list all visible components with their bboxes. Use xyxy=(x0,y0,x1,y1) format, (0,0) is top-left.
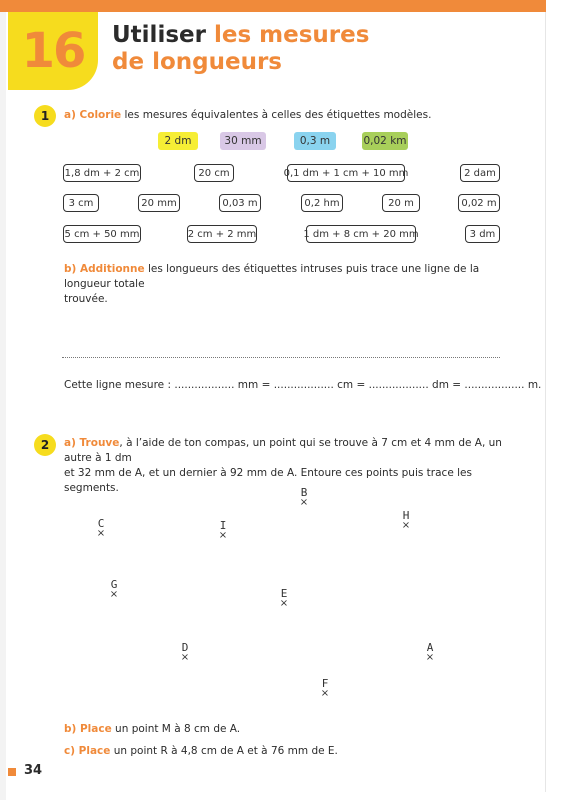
exercise-2b-instruction xyxy=(64,722,240,737)
point-label: D xyxy=(181,641,189,654)
length-tag[interactable]: 2 dam xyxy=(460,164,500,182)
exercise-2a-instruction xyxy=(64,436,514,499)
exercise-1a-instruction xyxy=(64,108,431,123)
cross-mark-icon: × xyxy=(218,530,228,541)
point-d[interactable] xyxy=(179,642,191,662)
page-number: 34 xyxy=(24,763,43,778)
exercise-2-number: 2 xyxy=(34,434,56,456)
page-edge xyxy=(0,0,6,800)
exercise-2c-label: c) Place xyxy=(64,745,111,757)
exercise-1b-text-line1: les longueurs des étiquettes intruses puis trace une ligne de la longueur totale xyxy=(64,263,480,290)
margin-line xyxy=(545,12,546,792)
exercise-2b-text: un point M à 8 cm de A. xyxy=(111,723,241,735)
unit-m: m. xyxy=(524,379,542,391)
length-tag[interactable]: 2 cm + 2 mm xyxy=(187,225,257,243)
unit-dm: dm = xyxy=(428,379,465,391)
point-label: E xyxy=(280,587,288,600)
point-label: G xyxy=(110,578,118,591)
model-tag-yellow: 2 dm xyxy=(158,132,198,150)
measure-sentence xyxy=(64,378,541,393)
cross-mark-icon: × xyxy=(180,652,190,663)
length-tag[interactable]: 3 dm xyxy=(465,225,500,243)
exercise-2c-text: un point R à 4,8 cm de A et à 76 mm de E. xyxy=(110,745,338,757)
point-label: H xyxy=(402,509,410,522)
point-label: A xyxy=(426,641,434,654)
model-tag-green: 0,02 km xyxy=(362,132,408,150)
top-color-bar xyxy=(0,0,546,12)
exercise-1b-text-line2: trouvée. xyxy=(64,293,108,305)
point-g[interactable] xyxy=(108,579,120,599)
point-i[interactable] xyxy=(217,520,229,540)
unit-mm: mm = xyxy=(234,379,274,391)
model-tag-purple: 30 mm xyxy=(220,132,266,150)
point-label: F xyxy=(321,677,329,690)
point-e[interactable] xyxy=(278,588,290,608)
lesson-number: 16 xyxy=(21,23,85,79)
point-b[interactable] xyxy=(298,487,310,507)
length-tag[interactable]: 20 cm xyxy=(194,164,234,182)
cross-mark-icon: × xyxy=(96,528,106,539)
cross-mark-icon: × xyxy=(320,688,330,699)
unit-cm: cm = xyxy=(333,379,369,391)
exercise-2a-label: a) Trouve xyxy=(64,437,120,449)
exercise-1a-text: les mesures équivalentes à celles des étiquettes modèles. xyxy=(121,109,432,121)
length-tag[interactable]: 0,03 m xyxy=(219,194,261,212)
point-label: B xyxy=(300,486,308,499)
model-tag-blue: 0,3 m xyxy=(294,132,336,150)
point-a[interactable] xyxy=(424,642,436,662)
length-tag[interactable]: 3 cm xyxy=(63,194,99,212)
drawing-line-area[interactable] xyxy=(62,357,500,358)
point-f[interactable] xyxy=(319,678,331,698)
exercise-1b-label: b) Additionne xyxy=(64,263,145,275)
length-tag[interactable]: 5 cm + 50 mm xyxy=(63,225,141,243)
cross-mark-icon: × xyxy=(425,652,435,663)
cross-mark-icon: × xyxy=(279,598,289,609)
blank-mm[interactable]: .................. xyxy=(174,379,235,391)
exercise-2c-instruction xyxy=(64,744,338,759)
length-tag[interactable]: 1,8 dm + 2 cm xyxy=(63,164,141,182)
cross-mark-icon: × xyxy=(299,497,309,508)
length-tag[interactable]: 0,2 hm xyxy=(301,194,343,212)
length-tag[interactable]: 0,02 m xyxy=(458,194,500,212)
blank-cm[interactable]: .................. xyxy=(273,379,334,391)
point-c[interactable] xyxy=(95,518,107,538)
page-title xyxy=(112,22,512,76)
point-label: I xyxy=(219,519,227,532)
exercise-1-number: 1 xyxy=(34,105,56,127)
lesson-number-badge xyxy=(8,12,98,90)
title-part1: Utiliser xyxy=(112,22,206,48)
point-label: C xyxy=(97,517,105,530)
exercise-1b-instruction xyxy=(64,262,514,307)
footer-square-icon xyxy=(8,768,16,776)
length-tag[interactable]: 1 dm + 8 cm + 20 mm xyxy=(306,225,416,243)
title-part2: les mesures xyxy=(213,22,370,48)
cross-mark-icon: × xyxy=(109,589,119,600)
blank-m[interactable]: .................. xyxy=(464,379,525,391)
exercise-1a-label: a) Colorie xyxy=(64,109,122,121)
point-h[interactable] xyxy=(400,510,412,530)
exercise-2b-label: b) Place xyxy=(64,723,112,735)
length-tag[interactable]: 0,1 dm + 1 cm + 10 mm xyxy=(287,164,405,182)
length-tag[interactable]: 20 mm xyxy=(138,194,180,212)
measure-prefix: Cette ligne mesure : xyxy=(64,379,175,391)
exercise-2a-text-line2: et 32 mm de A, et un dernier à 92 mm de A. Entoure ces points puis trace les segments. xyxy=(64,467,472,494)
title-part3: de longueurs xyxy=(112,49,282,75)
exercise-2a-text-line1: , à l’aide de ton compas, un point qui se trouve à 7 cm et 4 mm de A, un autre à 1 dm xyxy=(64,437,502,464)
blank-dm[interactable]: .................. xyxy=(368,379,429,391)
cross-mark-icon: × xyxy=(401,520,411,531)
length-tag[interactable]: 20 m xyxy=(382,194,420,212)
